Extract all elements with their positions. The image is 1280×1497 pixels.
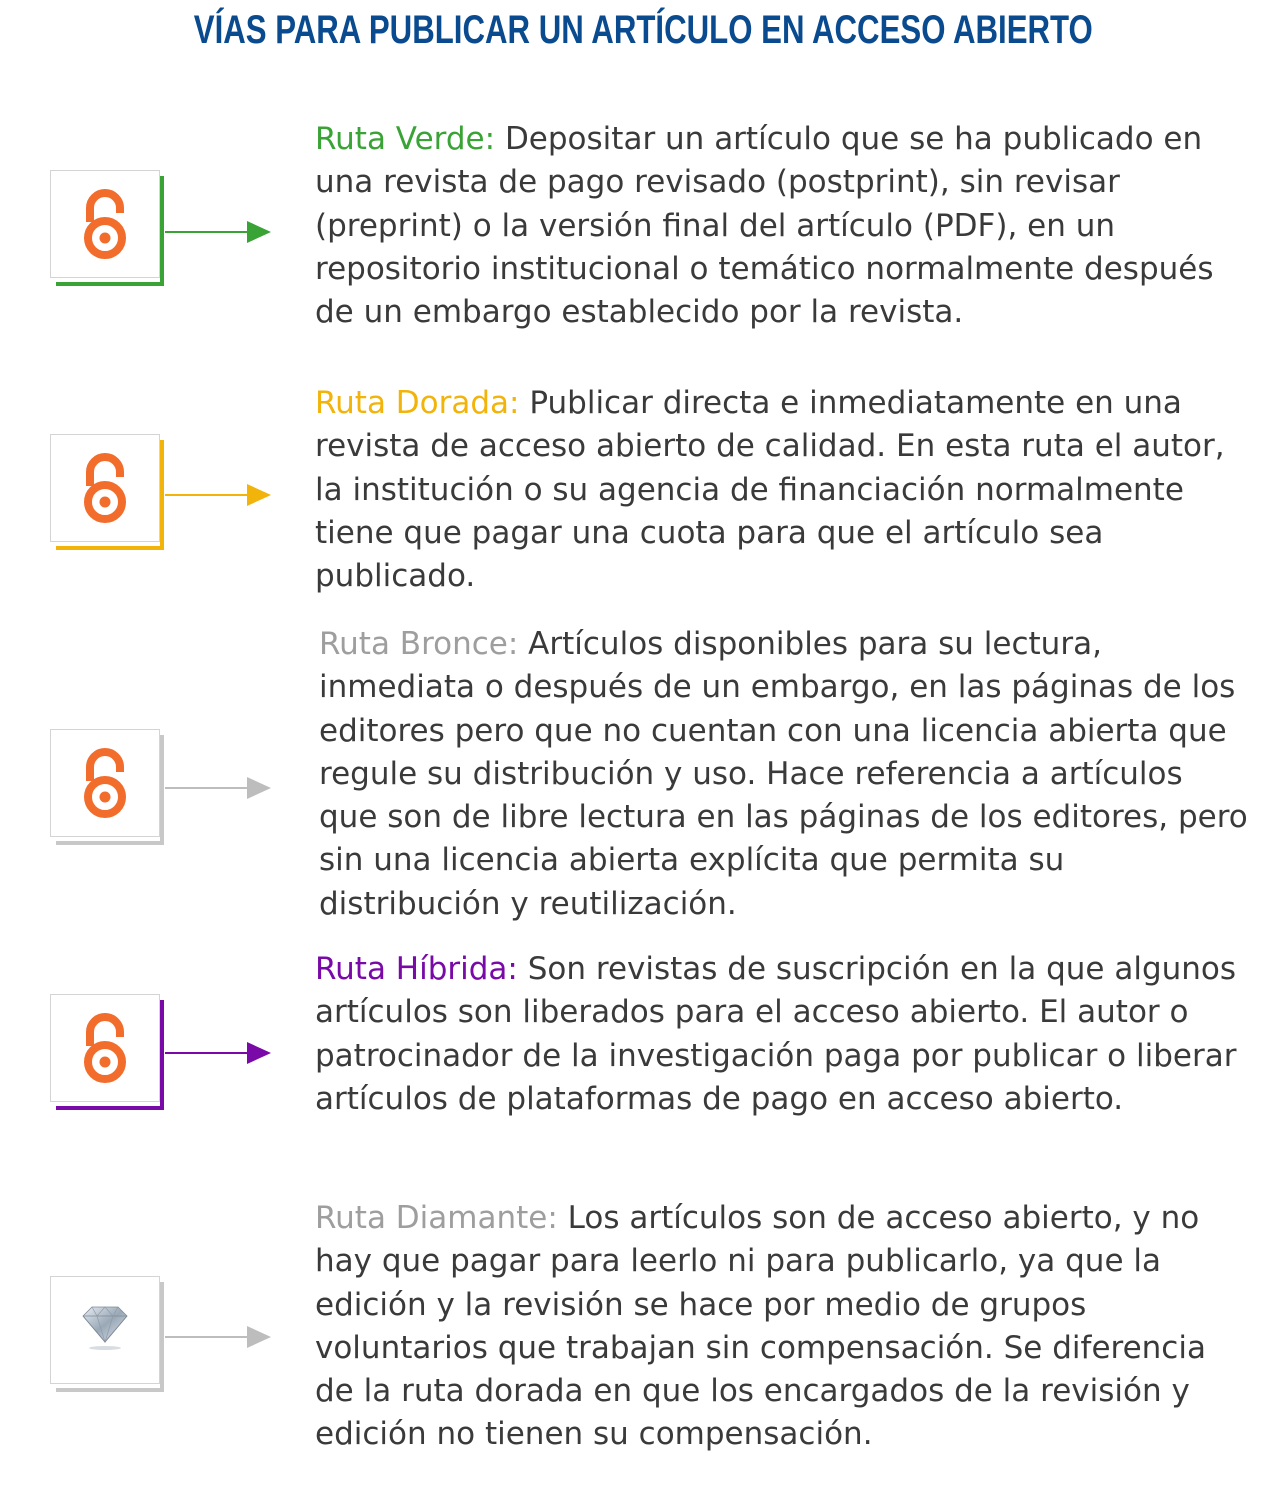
route-description-dorada: Publicar directa e inmediatamente en una revista de acceso abierto de calidad. En esta ruta el autor, la institución o su agencia de financiación normalmente tiene que pagar una cuota para que el artículo sea publicado.: [315, 385, 1225, 595]
arrow-verde-icon: [163, 217, 273, 247]
diamond-icon: [50, 1276, 160, 1384]
route-label-diamante: Ruta Diamante:: [315, 1200, 558, 1236]
arrow-diamante-icon: [163, 1322, 273, 1352]
route-label-bronce: Ruta Bronce:: [319, 626, 519, 662]
page-title: VÍAS PARA PUBLICAR UN ARTÍCULO EN ACCESO ABIERTO: [193, 8, 1093, 52]
arrow-hibrida-icon: [163, 1038, 273, 1068]
open-access-icon: [50, 994, 160, 1102]
route-label-dorada: Ruta Dorada:: [315, 385, 520, 421]
arrow-bronce-icon: [163, 773, 273, 803]
arrow-dorada-icon: [163, 480, 273, 510]
route-text-bronce: [319, 623, 1249, 926]
route-label-verde: Ruta Verde:: [315, 121, 496, 157]
route-description-diamante: Los artículos son de acceso abierto, y no hay que pagar para leerlo ni para publicarlo, ya que la edición y la revisión se hace por medio de grupos voluntarios que trabajan sin compensación. Se diferencia de la ruta dorada en que los encargados de la revisión y edición no tienen su compensación.: [315, 1200, 1206, 1453]
route-description-verde: Depositar un artículo que se ha publicado en una revista de pago revisado (postprint), sin revisar (preprint) o la versión final del artículo (PDF), en un repositorio institucional o temático normalmente después de un embargo establecido por la revista.: [315, 121, 1214, 331]
route-text-hibrida: [315, 948, 1245, 1121]
route-label-hibrida: Ruta Híbrida:: [315, 951, 518, 987]
open-access-icon: [50, 170, 160, 278]
route-description-bronce: Artículos disponibles para su lectura, inmediata o después de un embargo, en las páginas de los editores pero que no cuentan con una licencia abierta que regule su distribución y uso. Hace referencia a artículos que son de libre lectura en las páginas de los editores, pero sin una licencia abierta explícita que permita su distribución y reutilización.: [319, 626, 1248, 922]
route-text-diamante: [315, 1197, 1245, 1457]
route-description-hibrida: Son revistas de suscripción en la que algunos artículos son liberados para el acceso abierto. El autor o patrocinador de la investigación paga por publicar o liberar artículos de plataformas de pago en acceso abierto.: [315, 951, 1237, 1117]
open-access-icon: [50, 434, 160, 542]
route-text-verde: [315, 118, 1245, 334]
route-text-dorada: [315, 382, 1245, 598]
open-access-icon: [50, 729, 160, 837]
